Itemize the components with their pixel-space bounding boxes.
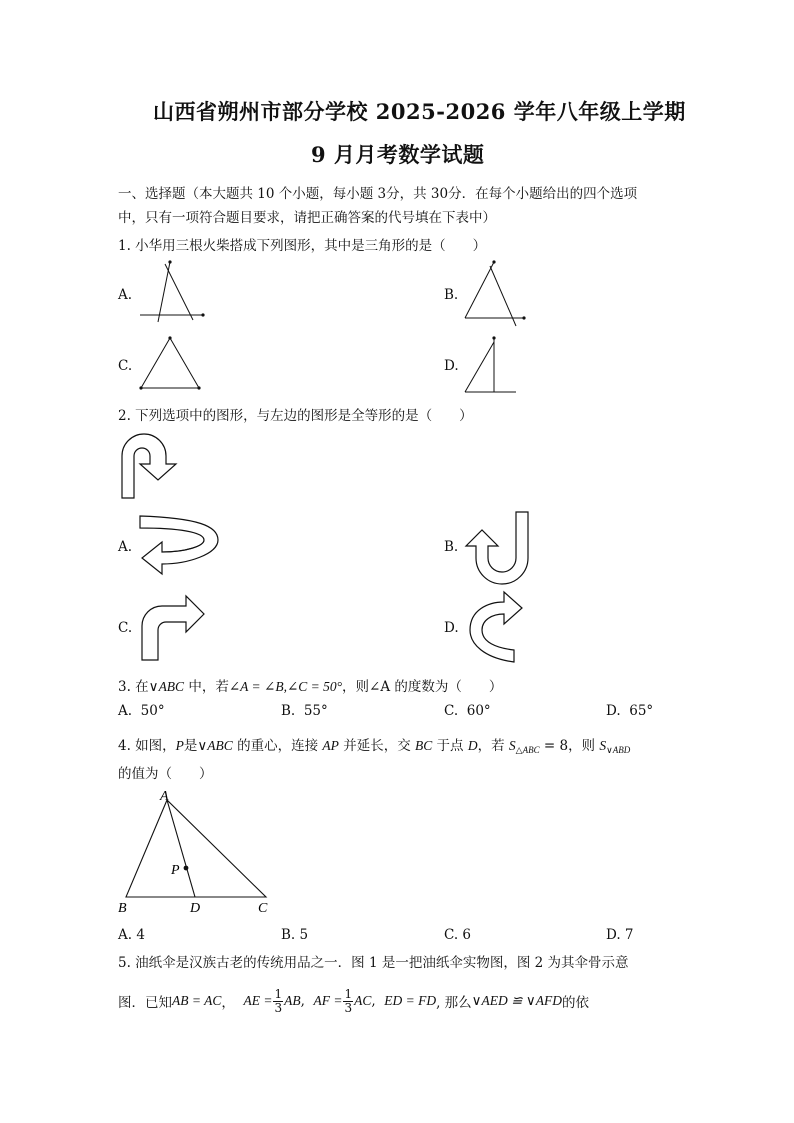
question-5-stem-line2: 图．已知 AB = AC ， AE = $\frac{1}{3}$ AB , AF = $\frac{1}{3}$ AC , ED = FD , 那么 ∨AED ≌ ∨AFD 的依: [118, 986, 589, 1015]
q4-label-a: A: [160, 789, 169, 804]
q5-frac1-num: 1: [274, 986, 283, 1001]
q4-area-value: = 8: [539, 738, 569, 754]
q5-frac2-num: 1: [344, 986, 353, 1001]
question-4-stem-line2: 的值为（ ）: [118, 766, 213, 782]
q4-segment-bc: BC: [415, 738, 433, 753]
q1-option-c-label[interactable]: C.: [118, 358, 133, 374]
q4-text-7: ，则: [568, 738, 600, 754]
q3-triangle-name: ABC: [158, 679, 185, 694]
q4-label-p: P: [171, 863, 180, 878]
q3-number: 3. 在: [118, 679, 149, 695]
q5-ac: AC: [354, 993, 372, 1008]
q4-area-s: S: [508, 738, 516, 753]
section-instruction-line2: 中，只有一项符合题目要求，请把正确答案的代号填在下表中）: [118, 210, 496, 226]
q2-option-c-label[interactable]: C.: [118, 620, 133, 636]
q4-triangle: ∨ABC: [197, 738, 233, 753]
q4-segment-ap: AP: [322, 738, 339, 753]
q5-af-eq: AF =: [313, 993, 343, 1008]
question-3-stem: [118, 675, 502, 695]
q2-figure-d-hook-arrow: [462, 588, 542, 666]
q4-text-3: 的重心，连接: [232, 738, 323, 754]
q3-option-b[interactable]: [281, 703, 328, 719]
question-2-stem: 2. 下列选项中的图形，与左边的图形是全等形的是（ ）: [118, 408, 473, 424]
q5-text-c: , 那么: [436, 995, 472, 1011]
question-4-stem-line1: [118, 734, 630, 756]
q3-triangle-symbol: ∨: [148, 679, 159, 695]
q5-text-a: 图．已知: [118, 995, 172, 1011]
q4-label-b: B: [118, 901, 127, 916]
q3-option-c[interactable]: [444, 703, 491, 719]
q2-option-a-label[interactable]: A.: [118, 539, 133, 555]
q4-text-4: 并延长，交: [338, 738, 415, 754]
q3-option-c-label: C.: [444, 703, 459, 719]
q5-fraction-2: [343, 988, 353, 1015]
q5-fraction-1: [273, 988, 283, 1015]
q4-option-b[interactable]: B. 5: [281, 927, 309, 943]
q4-text-1: 4. 如图，: [118, 738, 176, 754]
q2-figure-a-curved-arrow: [138, 512, 228, 580]
page-subtitle: 9 月月考数学试题: [311, 142, 485, 167]
q5-text-d: 的依: [561, 995, 589, 1011]
q5-frac2-den: 3: [344, 1000, 353, 1015]
q2-option-d-label[interactable]: D.: [444, 620, 459, 636]
q5-frac1-den: 3: [274, 1000, 283, 1015]
question-5-stem-line1: 5. 油纸伞是汉族古老的传统用品之一．图 1 是一把油纸伞实物图，图 2 为其伞骨示意: [118, 955, 629, 971]
q1-figure-a: [135, 258, 215, 328]
q1-option-b-label[interactable]: B.: [444, 287, 459, 303]
q4-point-p: P: [175, 738, 184, 753]
q1-option-a-label[interactable]: A.: [118, 287, 133, 303]
q4-area-subscript-abc: △ABC: [515, 745, 540, 755]
q4-label-d: D: [190, 901, 201, 916]
q3-option-a-label: A.: [118, 703, 133, 719]
q2-figure-c-bent-arrow: [138, 590, 218, 664]
q4-option-a[interactable]: A. 4: [118, 927, 145, 943]
q4-text-5: 于点: [432, 738, 468, 754]
q3-text-tail: ，则∠A 的度数为（ ）: [342, 679, 503, 695]
q5-congruence: ∨AED ≌ ∨AFD: [471, 993, 562, 1008]
q4-text-6: ，若: [477, 738, 509, 754]
q1-option-d-label[interactable]: D.: [444, 358, 459, 374]
q4-area-subscript-abd: ∨ABD: [606, 745, 631, 755]
section-instruction-line1: 一、选择题（本大题共 10 个小题，每小题 3分，共 30分．在每个小题给出的四个选项: [118, 186, 638, 202]
q3-option-d-text: 65°: [629, 703, 654, 719]
q5-condition-ab-ac: AB = AC: [172, 993, 222, 1008]
q5-ae-eq: AE =: [243, 993, 273, 1008]
q4-text-2: 是: [183, 738, 198, 754]
q5-ab: AB: [284, 993, 301, 1008]
q3-option-c-text: 60°: [466, 703, 491, 719]
q1-figure-b: [460, 258, 540, 328]
q3-option-a[interactable]: [118, 703, 165, 719]
q4-triangle-figure: [114, 786, 284, 916]
q3-option-b-label: B.: [281, 703, 296, 719]
q1-figure-c: [135, 334, 215, 396]
question-1-stem: 1. 小华用三根火柴搭成下列图形，其中是三角形的是（ ）: [118, 238, 487, 254]
q5-ed-fd: ED = FD: [384, 993, 437, 1008]
q4-option-c[interactable]: C. 6: [444, 927, 472, 943]
q5-text-b: ，: [221, 995, 235, 1011]
q3-text-mid: 中，若: [184, 679, 229, 695]
q3-option-a-text: 50°: [140, 703, 165, 719]
q4-point-d: D: [467, 738, 478, 753]
q3-condition: ∠A = ∠B,∠C = 50°: [228, 679, 343, 694]
q4-label-c: C: [258, 901, 268, 916]
page-title: 山西省朔州市部分学校 2025-2026 学年八年级上学期: [153, 99, 686, 124]
q3-option-b-text: 55°: [303, 703, 328, 719]
q3-option-d-label: D.: [606, 703, 621, 719]
q4-area-s-2: S: [599, 738, 607, 753]
q2-figure-b-j-arrow: [462, 508, 552, 586]
q2-reference-u-arrow: [118, 430, 198, 502]
q2-option-b-label[interactable]: B.: [444, 539, 459, 555]
q1-figure-d: [460, 334, 540, 396]
q4-option-d[interactable]: D. 7: [606, 927, 634, 943]
q3-option-d[interactable]: [606, 703, 653, 719]
